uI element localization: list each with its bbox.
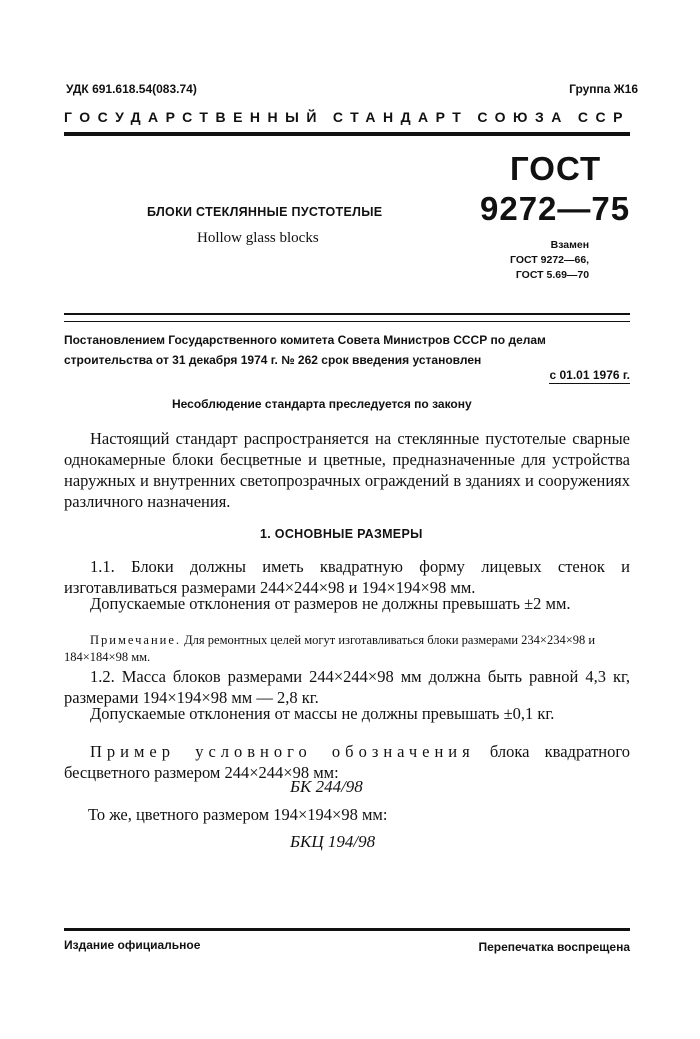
clause-1-2: 1.2. Масса блоков размерами 244×244×98 мм должна быть равной 4,3 кг, размерами 194×194×98 мм — 2,8 кг. [64, 667, 630, 707]
size-tolerance: Допускаемые отклонения от размеров не должны превышать ±2 мм. [90, 594, 571, 613]
standard-title [64, 109, 630, 125]
standard-title-word: СОЮЗА [477, 109, 569, 125]
mass-tolerance: Допускаемые отклонения от массы не должны превышать ±0,1 кг. [90, 704, 555, 723]
replaced-standard: ГОСТ 9272—66, [510, 254, 590, 266]
udk-code: УДК 691.618.54(083.74) [66, 82, 197, 96]
standard-title-word: СТАНДАРТ [332, 109, 469, 125]
replaced-standard: ГОСТ 5.69—70 [515, 269, 590, 281]
note-text: Для ремонтных целей могут изготавливаться блоки размерами 234×234×98 и 184×184×98 мм. [64, 633, 596, 664]
replaces-block [510, 238, 589, 283]
law-notice: Несоблюдение стандарта преследуется по закону [172, 397, 472, 411]
gost-label: ГОСТ [510, 150, 602, 187]
document-title-en: Hollow glass blocks [197, 230, 319, 246]
designation-code: БКЦ 194/98 [290, 832, 376, 851]
clause-1-1: 1.1. Блоки должны иметь квадратную форму лицевых стенок и изготавливаться размерами 244×244×98 и 194×194×98 мм. [64, 557, 630, 597]
group-code: Группа Ж16 [569, 82, 638, 96]
footer-divider [64, 928, 630, 931]
title-divider [64, 313, 630, 322]
note [64, 632, 630, 666]
section-heading: 1. ОСНОВНЫЕ РАЗМЕРЫ [260, 527, 423, 541]
note-label: Примечание. [90, 633, 182, 647]
resolution-text: Постановлением Государственного комитета Совета Министров СССР по делам строительства от 31 декабря 1974 г. № 262 срок введения установлен [64, 333, 546, 367]
replaces-label: Взамен [550, 239, 590, 251]
official-edition: Издание официальное [64, 938, 201, 952]
header-divider [64, 132, 630, 136]
reprint-notice: Перепечатка воспрещена [478, 940, 630, 954]
effective-date: с 01.01 1976 г. [549, 368, 630, 382]
designation-code: БК 244/98 [290, 777, 363, 796]
colored-example-lead: То же, цветного размером 194×194×98 мм: [88, 805, 388, 824]
document-title-ru: БЛОКИ СТЕКЛЯННЫЕ ПУСТОТЕЛЫЕ [147, 205, 383, 219]
standard-title-word: ГОСУДАРСТВЕННЫЙ [64, 109, 324, 125]
gost-number: 9272—75 [480, 190, 631, 227]
example-lead: Пример условного обозначения [90, 742, 475, 761]
standard-title-word: ССР [577, 109, 630, 125]
example-rest: блока квадратного бесцветного размером 244×244×98 мм: [64, 742, 630, 782]
intro-paragraph: Настоящий стандарт распространяется на стеклянные пустотелые сварные однокамерные блоки бесцветные и цветные, предназначенные для устройства наружных и внутренних светопрозрачных ограждений в зданиях и сооружениях различного назначения. [64, 429, 630, 511]
